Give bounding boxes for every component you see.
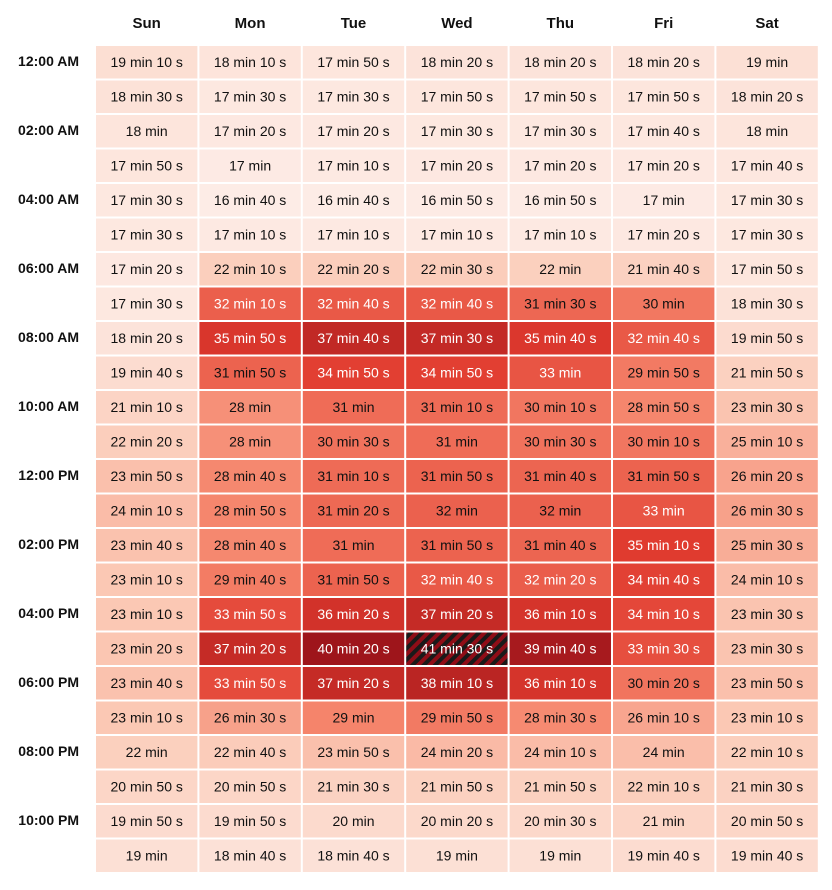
cell-value-label: 41 min 30 s [420,640,494,657]
cell-value-label: 32 min [435,502,478,519]
cell-value-label: 28 min 50 s [213,502,287,519]
cell-value-label: 16 min 50 s [420,191,494,208]
time-label: 06:00 AM [18,259,79,276]
cell-value-label: 17 min 40 s [627,122,700,139]
cell-value-label: 35 min 40 s [524,329,597,346]
cell-value-label: 37 min 20 s [213,640,287,657]
cell-value-label: 34 min 50 s [317,364,390,381]
cell-value-label: 21 min 30 s [730,778,804,795]
cell-value-label: 22 min 20 s [317,260,390,277]
cell-value-label: 28 min [229,398,272,415]
cell-value-label: 29 min [332,709,375,726]
cell-value-label: 21 min 50 s [730,364,804,381]
cell-value-label: 23 min 50 s [730,674,804,691]
cell-value-label: 31 min 30 s [524,295,597,312]
time-label: 08:00 PM [18,742,79,759]
cell-value-label: 32 min 10 s [213,295,287,312]
cell-value-label: 18 min 20 s [524,53,597,70]
cell-value-label: 19 min 50 s [730,329,804,346]
cell-value-label: 17 min 10 s [213,226,287,243]
time-label: 04:00 AM [18,190,79,207]
cell-value-label: 23 min 30 s [730,640,804,657]
cell-value-label: 23 min 10 s [110,709,183,726]
time-label: 02:00 AM [18,121,79,138]
cell-value-label: 17 min 10 s [524,226,597,243]
cell-value-label: 18 min 30 s [730,295,804,312]
day-header-mon: Mon [234,14,266,32]
cell-value-label: 35 min 10 s [627,536,700,553]
cell-value-label: 17 min 30 s [110,295,183,312]
cell-value-label: 39 min 40 s [524,640,597,657]
cell-value-label: 26 min 30 s [730,502,804,519]
cell-value-label: 19 min 50 s [213,812,287,829]
cell-value-label: 34 min 50 s [420,364,494,381]
cell-value-label: 17 min [642,191,685,208]
cell-value-label: 32 min 40 s [317,295,390,312]
cell-value-label: 17 min 50 s [627,88,700,105]
time-label: 10:00 PM [18,811,79,828]
cell-value-label: 19 min 50 s [110,812,183,829]
cell-value-label: 17 min 30 s [317,88,390,105]
cell-value-label: 17 min 10 s [317,226,390,243]
day-header-sun: Sun [132,14,161,32]
cell-value-label: 31 min 50 s [627,467,700,484]
cell-value-label: 31 min 50 s [420,467,494,484]
day-header-tue: Tue [340,14,367,32]
cell-value-label: 23 min 50 s [317,743,390,760]
cell-value-label: 17 min 10 s [317,157,390,174]
cell-value-label: 23 min 10 s [110,605,183,622]
cell-value-label: 21 min 10 s [110,398,183,415]
cell-value-label: 22 min [539,260,582,277]
cell-value-label: 17 min 50 s [110,157,183,174]
cell-value-label: 20 min 50 s [213,778,287,795]
cell-value-label: 20 min [332,812,375,829]
cell-value-label: 29 min 40 s [213,571,287,588]
cell-value-label: 36 min 10 s [524,674,597,691]
cell-value-label: 31 min [435,433,478,450]
cell-value-label: 21 min 30 s [317,778,390,795]
cell-value-label: 19 min 40 s [627,847,700,864]
cell-value-label: 23 min 30 s [730,605,804,622]
cell-value-label: 17 min 50 s [524,88,597,105]
cell-value-label: 31 min 50 s [420,536,494,553]
cell-value-label: 28 min 40 s [213,536,287,553]
cell-value-label: 17 min 30 s [213,88,287,105]
cell-value-label: 24 min 10 s [110,502,183,519]
cell-value-label: 16 min 40 s [317,191,390,208]
cell-value-label: 18 min 40 s [317,847,390,864]
cell-value-label: 32 min 40 s [420,571,494,588]
cell-value-label: 38 min 10 s [420,674,494,691]
cell-value-label: 25 min 10 s [730,433,804,450]
cell-value-label: 17 min 20 s [524,157,597,174]
cell-value-label: 21 min 40 s [627,260,700,277]
cell-value-label: 28 min 50 s [627,398,700,415]
cell-value-label: 17 min 20 s [317,122,390,139]
cell-value-label: 32 min 40 s [420,295,494,312]
cell-value-label: 33 min [539,364,582,381]
cell-value-label: 20 min 20 s [420,812,494,829]
cell-value-label: 21 min 50 s [524,778,597,795]
cell-value-label: 32 min [539,502,582,519]
cell-value-label: 17 min 50 s [730,260,804,277]
cell-value-label: 35 min 50 s [213,329,287,346]
cell-value-label: 26 min 10 s [627,709,700,726]
cell-value-label: 19 min 10 s [110,53,183,70]
cell-value-label: 34 min 40 s [627,571,700,588]
cell-value-label: 18 min 20 s [627,53,700,70]
cell-value-label: 24 min [642,743,685,760]
cell-value-label: 36 min 10 s [524,605,597,622]
cell-value-label: 24 min 10 s [524,743,597,760]
cell-value-label: 17 min 20 s [110,260,183,277]
time-label: 10:00 AM [18,397,79,414]
cell-value-label: 21 min 50 s [420,778,494,795]
cell-value-label: 17 min 20 s [627,157,700,174]
cell-value-label: 18 min [125,122,168,139]
cell-value-label: 29 min 50 s [627,364,700,381]
cell-value-label: 22 min 10 s [627,778,700,795]
cell-value-label: 23 min 20 s [110,640,183,657]
cell-value-label: 18 min 40 s [213,847,287,864]
cell-value-label: 22 min 20 s [110,433,183,450]
cell-value-label: 17 min 30 s [730,191,804,208]
cell-value-label: 31 min 40 s [524,467,597,484]
cell-value-label: 30 min 20 s [627,674,700,691]
cell-value-label: 31 min [332,398,375,415]
cell-value-label: 26 min 20 s [730,467,804,484]
cell-value-label: 17 min 20 s [213,122,287,139]
cell-value-label: 26 min 30 s [213,709,287,726]
cell-value-label: 30 min 30 s [317,433,390,450]
cell-value-label: 20 min 30 s [524,812,597,829]
cell-value-label: 20 min 50 s [730,812,804,829]
time-labels [18,53,79,828]
cell-value-label: 31 min 10 s [317,467,390,484]
cell-value-label: 17 min 40 s [730,157,804,174]
cell-value-label: 18 min 10 s [213,53,287,70]
cell-value-label: 20 min 50 s [110,778,183,795]
cell-value-label: 23 min 10 s [110,571,183,588]
cell-value-label: 31 min 50 s [213,364,287,381]
cell-value-label: 24 min 20 s [420,743,494,760]
cell-value-label: 24 min 10 s [730,571,804,588]
cell-value-label: 37 min 20 s [317,674,390,691]
cell-value-label: 33 min 30 s [627,640,700,657]
cell-value-label: 19 min [746,53,789,70]
cell-value-label: 18 min 30 s [110,88,183,105]
time-label: 12:00 PM [18,466,79,483]
day-header-fri: Fri [654,14,674,32]
cell-value-label: 17 min 30 s [110,191,183,208]
cell-value-label: 17 min [229,157,272,174]
cell-value-label: 17 min 20 s [627,226,700,243]
cell-value-label: 30 min 10 s [524,398,597,415]
cell-value-label: 21 min [642,812,685,829]
cell-value-label: 32 min 20 s [524,571,597,588]
day-header-sat: Sat [755,14,779,32]
cell-value-label: 28 min [229,433,272,450]
cell-value-label: 40 min 20 s [317,640,390,657]
cell-value-label: 33 min [642,502,685,519]
time-label: 12:00 AM [18,52,79,69]
cell-value-label: 37 min 30 s [420,329,494,346]
cell-value-label: 25 min 30 s [730,536,804,553]
cell-value-label: 22 min 40 s [213,743,287,760]
cell-value-label: 16 min 40 s [213,191,287,208]
cell-value-label: 23 min 10 s [730,709,804,726]
cell-value-label: 19 min 40 s [730,847,804,864]
day-header-thu: Thu [546,14,575,32]
cell-value-label: 23 min 30 s [730,398,804,415]
cell-value-label: 30 min 10 s [627,433,700,450]
cell-value-label: 17 min 50 s [317,53,390,70]
cell-value-label: 23 min 40 s [110,674,183,691]
time-label: 04:00 PM [18,604,79,621]
time-label: 08:00 AM [18,328,79,345]
cell-value-label: 31 min [332,536,375,553]
cell-value-label: 23 min 40 s [110,536,183,553]
cell-value-label: 22 min [125,743,168,760]
cell-value-label: 37 min 40 s [317,329,390,346]
cell-value-label: 30 min 30 s [524,433,597,450]
cell-value-label: 22 min 10 s [213,260,287,277]
cell-value-label: 22 min 30 s [420,260,494,277]
cell-value-label: 32 min 40 s [627,329,700,346]
cell-value-label: 18 min 20 s [730,88,804,105]
cell-value-label: 17 min 10 s [420,226,494,243]
cell-value-label: 17 min 20 s [420,157,494,174]
cell-value-label: 33 min 50 s [213,674,287,691]
cell-value-label: 31 min 10 s [420,398,494,415]
cell-value-label: 19 min [539,847,582,864]
cell-value-label: 17 min 50 s [420,88,494,105]
cell-value-label: 18 min 20 s [110,329,183,346]
cell-value-label: 34 min 10 s [627,605,700,622]
cell-value-label: 19 min [435,847,478,864]
cell-value-label: 17 min 30 s [524,122,597,139]
cell-value-label: 17 min 30 s [110,226,183,243]
cell-value-label: 17 min 30 s [730,226,804,243]
cell-value-label: 17 min 30 s [420,122,494,139]
cell-value-label: 31 min 20 s [317,502,390,519]
cell-value-label: 22 min 10 s [730,743,804,760]
time-label: 06:00 PM [18,673,79,690]
cell-value-label: 18 min [746,122,789,139]
cell-value-label: 29 min 50 s [420,709,494,726]
cell-value-label: 16 min 50 s [524,191,597,208]
cell-value-label: 36 min 20 s [317,605,390,622]
cell-value-label: 28 min 30 s [524,709,597,726]
day-headers [133,15,779,32]
time-label: 02:00 PM [18,535,79,552]
cell-value-label: 33 min 50 s [213,605,287,622]
cell-value-label: 28 min 40 s [213,467,287,484]
heatmap-cells [96,46,818,872]
cell-value-label: 19 min 40 s [110,364,183,381]
cell-value-label: 37 min 20 s [420,605,494,622]
cell-value-label: 31 min 50 s [317,571,390,588]
cell-value-label: 30 min [642,295,685,312]
cell-value-label: 23 min 50 s [110,467,183,484]
day-header-wed: Wed [441,14,473,32]
cell-value-label: 31 min 40 s [524,536,597,553]
cell-value-label: 18 min 20 s [420,53,494,70]
cell-value-label: 19 min [125,847,168,864]
